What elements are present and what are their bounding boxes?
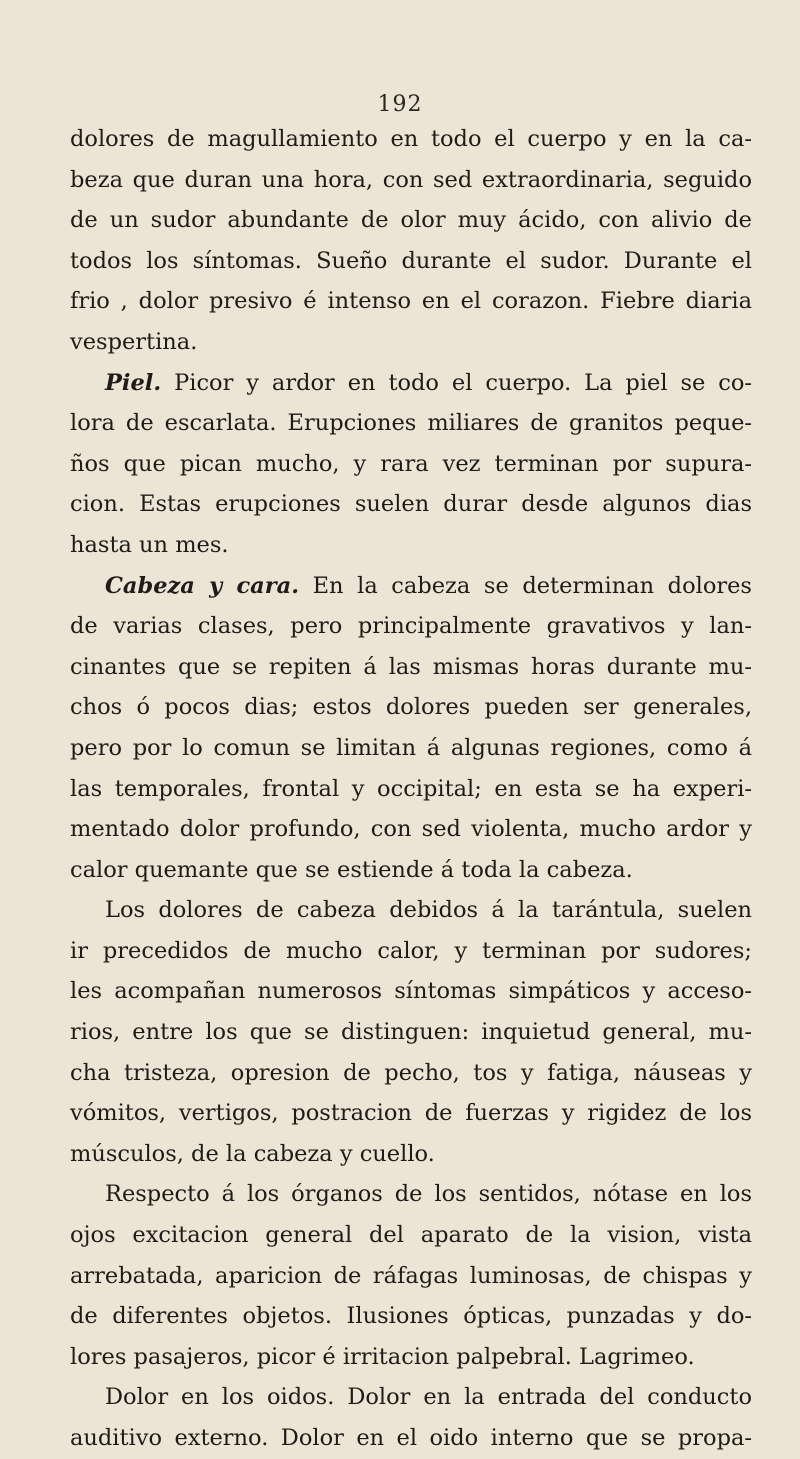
text-line: de diferentes objetos. Ilusiones ópticas, punzadas y do- [70,1303,752,1330]
paragraph-line-piel [70,363,752,404]
text-line: En la cabeza se determinan dolores [312,572,752,599]
text-line: arrebatada, aparicion de ráfagas luminosas, de chispas y [70,1262,752,1289]
text-line: vómitos, vertigos, postracion de fuerzas y rigidez de los [70,1100,752,1127]
page-number: 192 [377,92,423,117]
text-line: Picor y ardor en todo el cuerpo. La piel se co- [174,369,752,396]
text-line: chos ó pocos dias; estos dolores pueden ser generales, [70,694,752,721]
text-line: lora de escarlata. Erupciones miliares de granitos peque- [70,410,752,437]
text-line: auditivo externo. Dolor en el oido interno que se propa- [70,1425,752,1451]
text-line: mentado dolor profundo, con sed violenta, mucho ardor y [70,816,752,843]
paragraph-line-cabeza [70,566,752,607]
text-line: músculos, de la cabeza y cuello. [70,1140,435,1167]
text-line: todos los síntomas. Sueño durante el sudor. Durante el [70,247,752,274]
text-line: les acompañan numerosos síntomas simpáticos y acceso- [70,978,752,1005]
text-line: rios, entre los que se distinguen: inquietud general, mu- [70,1019,752,1046]
section-heading-piel: Piel. [105,369,162,396]
text-line: pero por lo comun se limitan á algunas regiones, como á [70,734,752,761]
text-line: ir precedidos de mucho calor, y terminan por sudores; [70,937,752,964]
text-line: cion. Estas erupciones suelen durar desde algunos dias [70,491,752,518]
text-line: Respecto á los órganos de los sentidos, nótase en los [105,1181,752,1208]
text-line: las temporales, frontal y occipital; en esta se ha experi- [70,775,752,802]
text-line: de varias clases, pero principalmente gravativos y lan- [70,613,752,640]
text-line: Dolor en los oidos. Dolor en la entrada del conducto [105,1384,752,1411]
text-line: hasta un mes. [70,531,229,558]
text-line: Los dolores de cabeza debidos á la tarántula, suelen [105,897,752,924]
section-heading-cabeza: Cabeza y cara. [105,572,300,599]
text-line: ojos excitacion general del aparato de la vision, vista [70,1222,752,1249]
text-line: de un sudor abundante de olor muy ácido, con alivio de [70,207,752,234]
text-line: frio , dolor presivo é intenso en el corazon. Fiebre diaria [70,288,752,315]
text-line: beza que duran una hora, con sed extraordinaria, seguido [70,166,752,193]
text-line: dolores de magullamiento en todo el cuerpo y en la ca- [70,126,752,152]
text-line: cha tristeza, opresion de pecho, tos y fatiga, náuseas y [70,1059,752,1086]
text-line: ños que pican mucho, y rara vez terminan por supura- [70,450,752,477]
text-line: vespertina. [70,328,198,355]
text-line: calor quemante que se estiende á toda la cabeza. [70,856,633,883]
text-line: lores pasajeros, picor é irritacion palpebral. Lagrimeo. [70,1343,695,1370]
text-line: cinantes que se repiten á las mismas horas durante mu- [70,653,752,680]
body-text [70,119,752,1459]
